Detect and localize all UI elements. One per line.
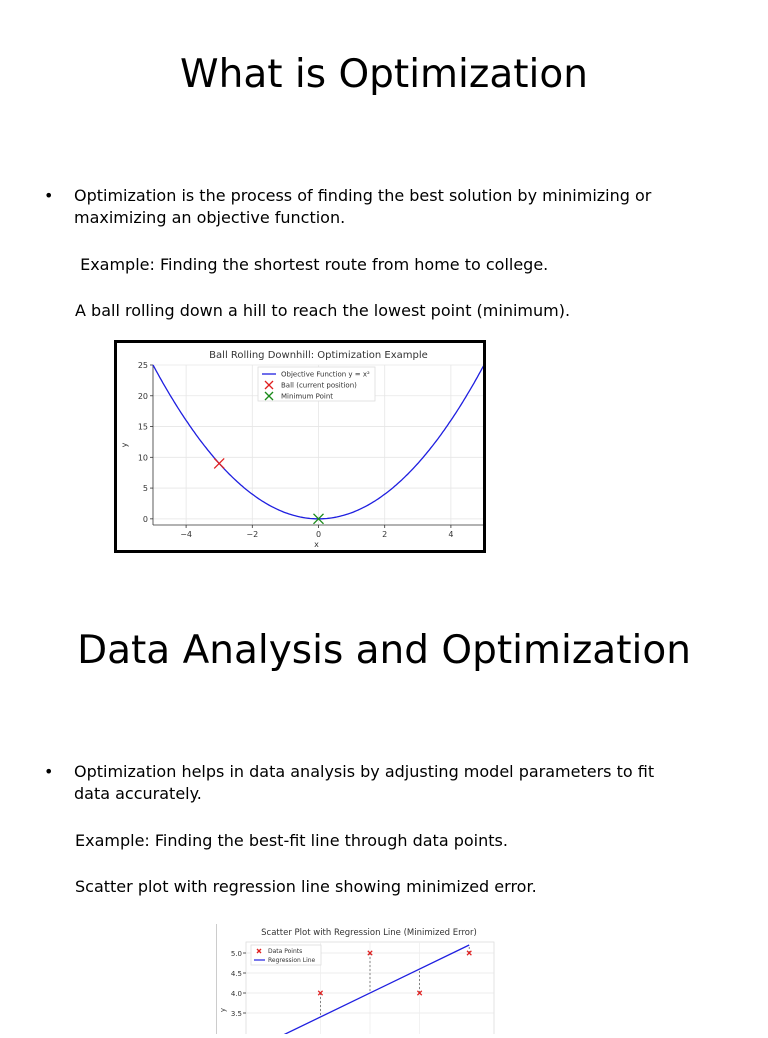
chart1-svg [117,343,483,550]
note-text: A ball rolling down a hill to reach the lowest point (minimum). [75,301,571,320]
y-axis-label: y [219,1007,227,1013]
chart-ball-rolling [114,340,486,553]
y-tick-label: 3.5 [230,1010,242,1018]
chart-scatter-regression [216,924,497,1034]
y-tick-label: 4.5 [230,970,242,978]
y-tick-label: 20 [137,391,148,401]
x-tick-label: 0 [315,530,322,539]
example-text-2: Example: Finding the best-fit line through data points. [75,831,508,850]
bullet-glyph: • [44,762,54,781]
chart-title: Ball Rolling Downhill: Optimization Example [209,350,428,361]
y-tick-label: 10 [137,453,148,463]
y-tick-label: 4.0 [230,990,242,998]
x-axis-label: x [314,540,319,549]
legend-label: Minimum Point [281,392,334,401]
ball-point-marker [214,458,224,468]
bullet-text-2: Optimization helps in data analysis by adjusting model parameters to fit data accurately. [74,762,655,803]
slide-title-2: Data Analysis and Optimization [77,628,691,673]
y-axis-label: y [120,442,129,448]
note-text-2: Scatter plot with regression line showing minimized error. [75,877,537,896]
y-tick-label: 0 [142,514,148,524]
x-tick-label: 4 [448,530,454,539]
legend-label: Ball (current position) [281,381,357,390]
legend-label: Objective Function y = x² [281,370,370,379]
chart-title: Scatter Plot with Regression Line (Minimized Error) [261,928,477,938]
chart2-svg [217,924,497,1034]
legend-label: Regression Line [268,957,316,964]
y-tick-label: 5 [142,484,148,494]
example-text: Example: Finding the shortest route from home to college. [75,255,549,274]
x-tick-label: 2 [382,530,388,539]
y-tick-label: 25 [137,361,148,370]
y-tick-label: 5.0 [230,950,242,958]
legend-label: Data Points [268,948,303,955]
x-tick-label: −4 [180,530,192,539]
bullet-text: Optimization is the process of finding the best solution by minimizing or maximizing an objective function. [74,186,652,227]
y-tick-label: 15 [137,422,148,432]
bullet-glyph: • [44,186,54,205]
x-tick-label: −2 [246,530,259,539]
slide-title: What is Optimization [180,52,588,97]
